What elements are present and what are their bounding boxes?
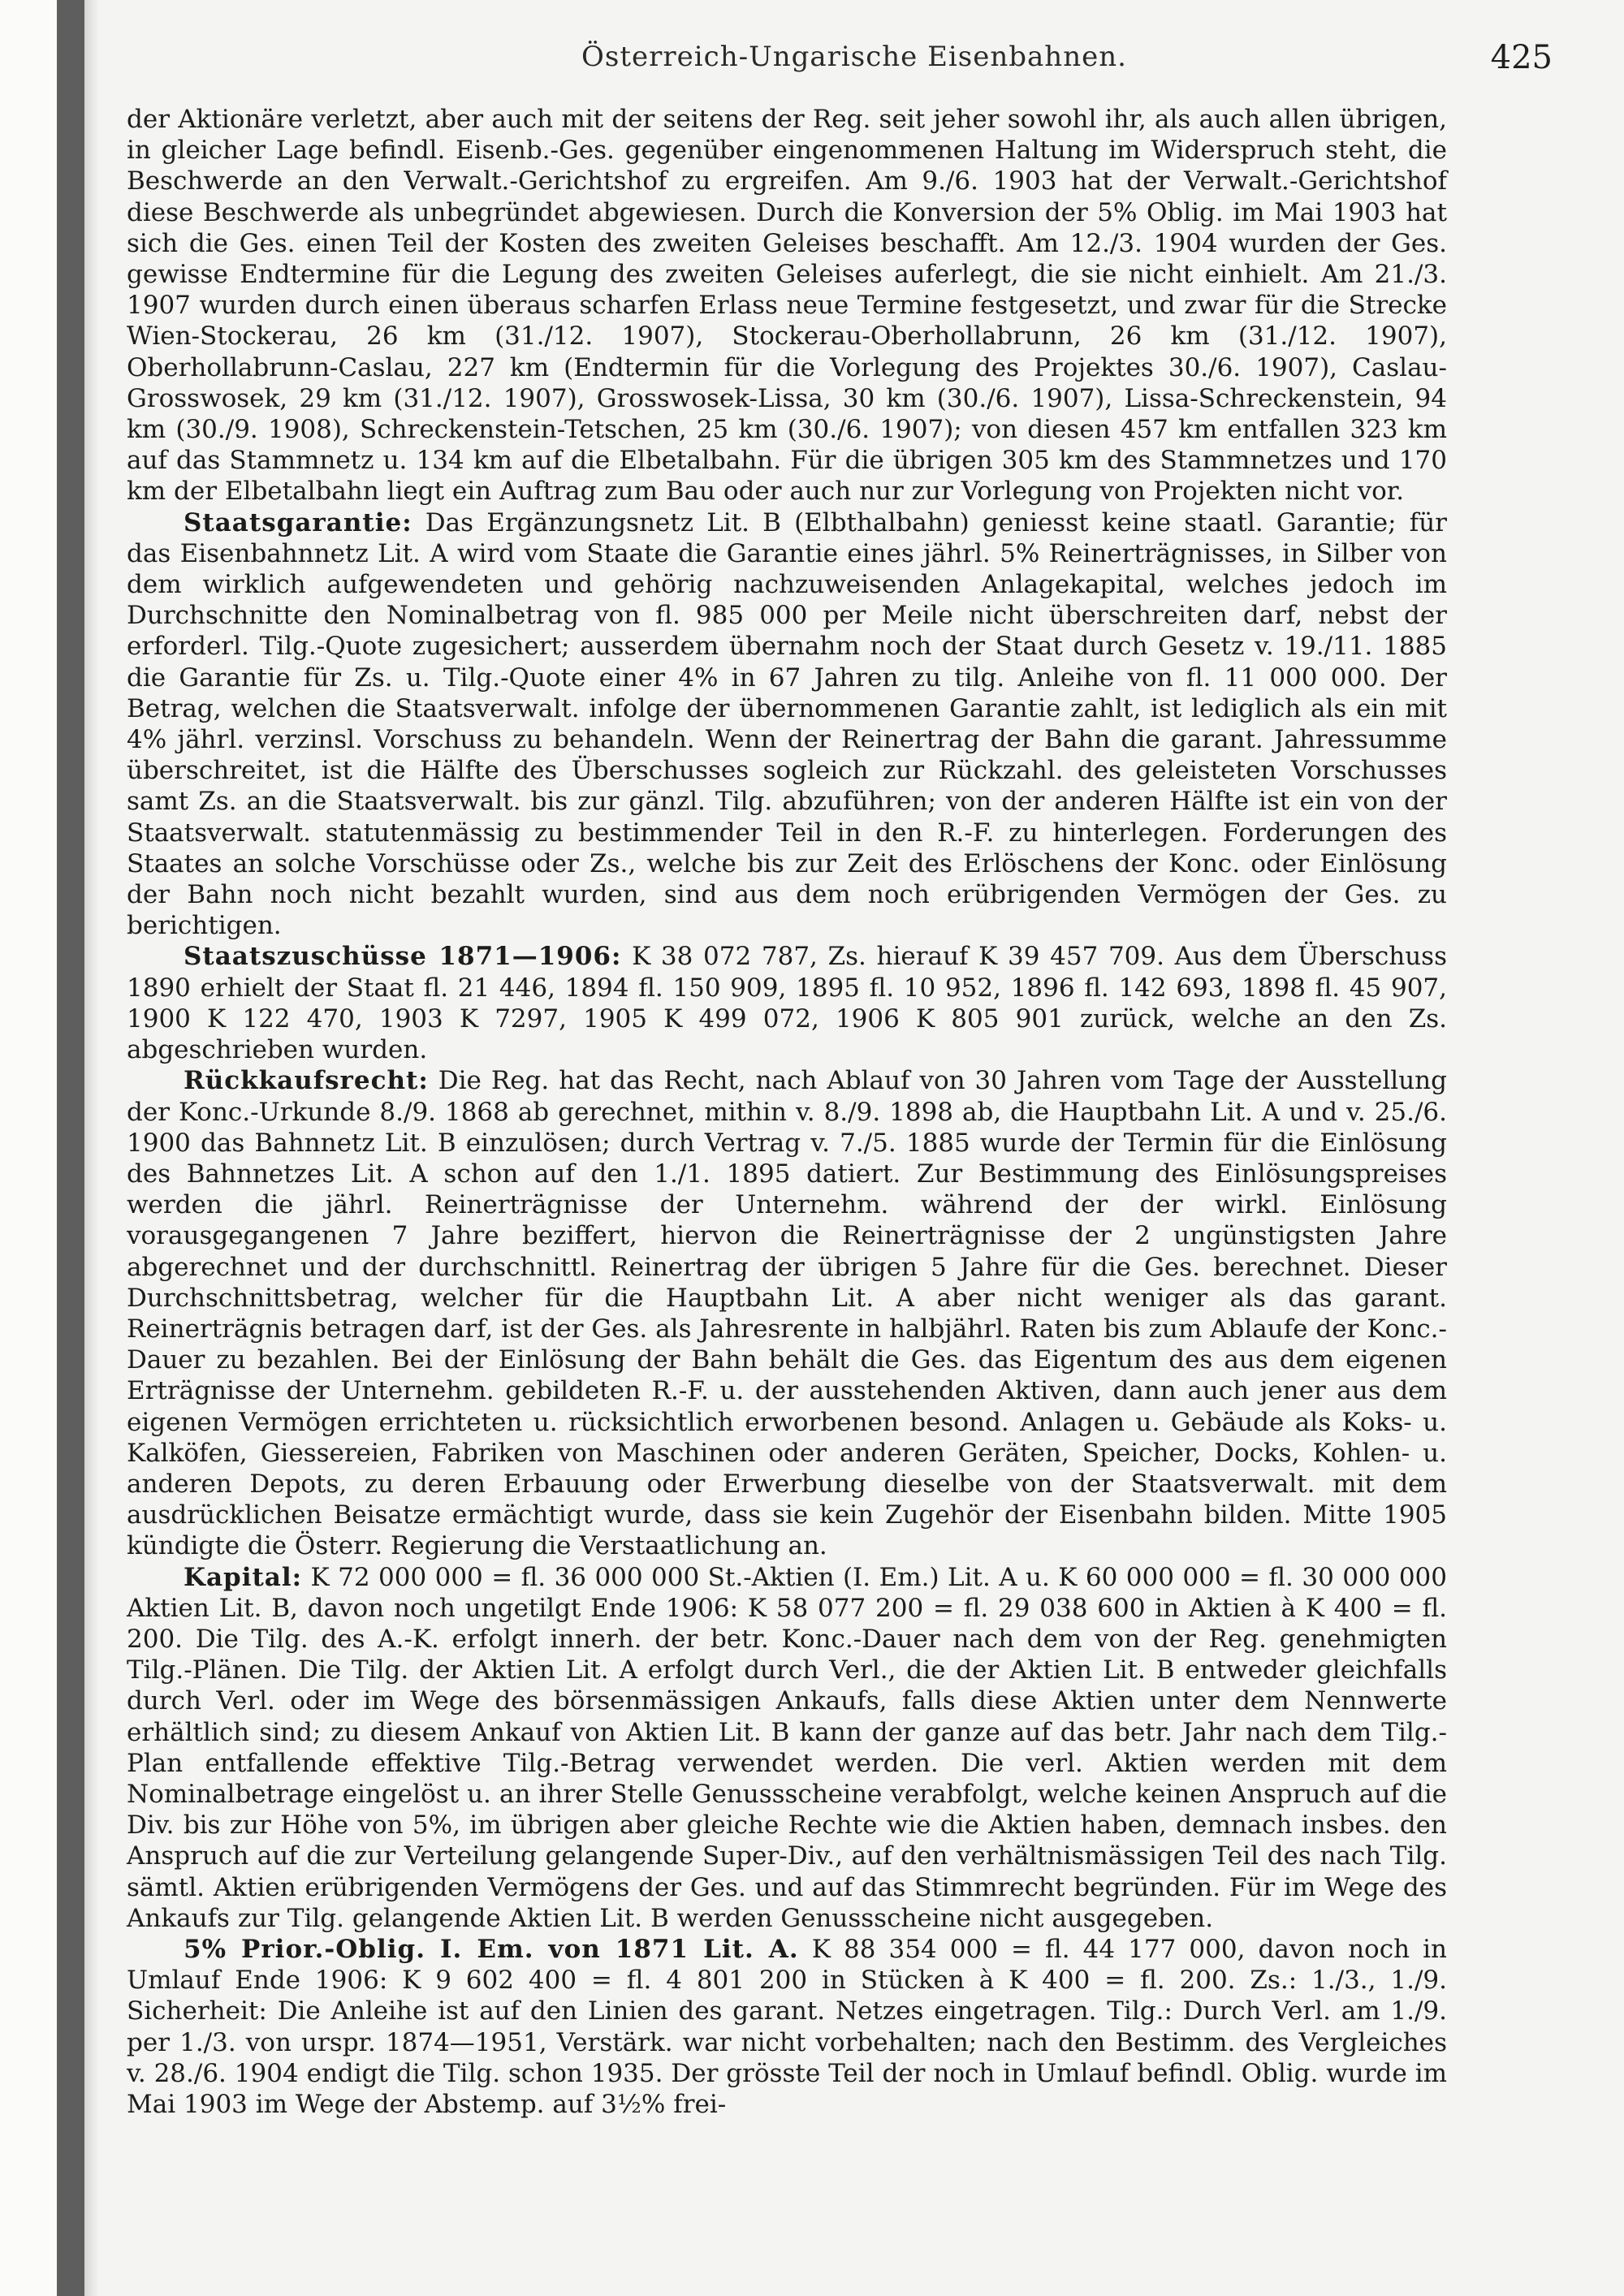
section-heading: Staatsgarantie: xyxy=(184,507,412,537)
section-text: Das Ergänzungsnetz Lit. B (Elbthalbahn) geniesst keine staatl. Garantie; für das Eisenbahnnetz Lit. A wird vom Staate die Garantie eines jährl. 5% Reinerträgnisses, in Silber von dem wirklich aufgewendeten und gehörig nachzuweisenden Anlagekapital, welches jedoch im Durchschnitte den Nominalbetrag von fl. 985 000 per Meile nicht überschreiten darf, nebst der erforderl. Tilg.-Quote zugesichert; ausserdem übernahm noch der Staat durch Gesetz v. 19./11. 1885 die Garantie für Zs. u. Tilg.-Quote einer 4% in 67 Jahren zu tilg. Anleihe von fl. 11 000 000. Der Betrag, welchen die Staatsverwalt. infolge der übernommenen Garantie zahlt, ist lediglich als ein mit 4% jährl. verzinsl. Vorschuss zu behandeln. Wenn der Reinertrag der Bahn die garant. Jahressumme überschreitet, ist die Hälfte des Überschusses sogleich zur Rückzahl. des geleisteten Vorschusses samt Zs. an die Staatsverwalt. bis zur gänzl. Tilg. abzuführen; von der anderen Hälfte ist ein von der Staatsverwalt. statutenmässig zu bestimmender Teil in den R.-F. zu hinterlegen. Forderungen des Staates an solche Vorschüsse oder Zs., welche bis zur Zeit des Erlöschens der Konc. oder Einlösung der Bahn noch nicht bezahlt wurden, sind aus dem noch erübrigenden Vermögen der Ges. zu berichtigen. xyxy=(127,507,1447,941)
section-staatsgarantie xyxy=(127,507,1447,942)
page-number: 425 xyxy=(1490,39,1553,76)
section-heading: Kapital: xyxy=(184,1562,303,1592)
section-rueckkaufsrecht xyxy=(127,1065,1447,1561)
gutter-shadow xyxy=(84,0,99,2296)
paragraph-continuation xyxy=(127,104,1447,507)
page-body xyxy=(127,104,1447,2120)
section-heading: Staatszuschüsse 1871—1906: xyxy=(184,942,622,972)
section-kapital xyxy=(127,1562,1447,1934)
running-head xyxy=(84,32,1624,81)
book-binding-edge xyxy=(57,0,84,2296)
section-heading: 5% Prior.-Oblig. I. Em. von 1871 Lit. A. xyxy=(184,1934,799,1964)
section-text: K 88 354 000 = fl. 44 177 000, davon noch in Umlauf Ende 1906: K 9 602 400 = fl. 4 801 200 in Stücken à K 400 = fl. 200. Zs.: 1./3., 1./9. Sicherheit: Die Anleihe ist auf den Linien des garant. Netzes eingetragen. Tilg.: Durch Verl. am 1./9. per 1./3. von urspr. 1874—1951, Verstärk. war nicht vorbehalten; nach den Bestimm. des Vergleiches v. 28./6. 1904 endigt die Tilg. schon 1935. Der grösste Teil der noch in Umlauf befindl. Oblig. wurde im Mai 1903 im Wege der Abstemp. auf 3½% frei- xyxy=(127,1934,1447,2119)
section-text: Die Reg. hat das Recht, nach Ablauf von 30 Jahren vom Tage der Ausstellung der Konc.-Urkunde 8./9. 1868 ab gerechnet, mithin v. 8./9. 1898 ab, die Hauptbahn Lit. A und v. 25./6. 1900 das Bahnnetz Lit. B einzulösen; durch Vertrag v. 7./5. 1885 wurde der Termin für die Einlösung des Bahnnetzes Lit. A schon auf den 1./1. 1895 datiert. Zur Bestimmung des Einlösungspreises werden die jährl. Reinerträgnisse der Unternehm. während der der wirkl. Einlösung vorausgegangenen 7 Jahre beziffert, hiervon die Reinerträgnisse der 2 ungünstigsten Jahre abgerechnet und der durchschnittl. Reinertrag der übrigen 5 Jahre für die Ges. berechnet. Dieser Durchschnittsbetrag, welcher für die Hauptbahn Lit. A aber nicht weniger als das garant. Reinerträgnis betragen darf, ist der Ges. als Jahresrente in halbjährl. Raten bis zum Ablaufe der Konc.-Dauer zu bezahlen. Bei der Einlösung der Bahn behält die Ges. das Eigentum des aus dem eigenen Erträgnisse der Unternehm. gebildeten R.-F. u. der ausstehenden Aktiven, dann auch jener aus dem eigenen Vermögen errichteten u. rücksichtlich erworbenen besond. Anlagen u. Gebäude als Koks- u. Kalköfen, Giessereien, Fabriken von Maschinen oder anderen Geräten, Speicher, Docks, Kohlen- u. anderen Depots, zu deren Erbauung oder Erwerbung dieselbe von der Staatsverwalt. mit dem ausdrücklichen Beisatze ermächtigt wurde, dass sie kein Zugehör der Eisenbahn bilden. Mitte 1905 kündigte die Österr. Regierung die Verstaatlichung an. xyxy=(127,1066,1447,1561)
scan-margin xyxy=(0,0,57,2296)
section-staatszuschuesse xyxy=(127,941,1447,1065)
section-heading: Rückkaufsrecht: xyxy=(184,1066,429,1096)
section-prior-oblig xyxy=(127,1934,1447,2120)
section-text: K 72 000 000 = fl. 36 000 000 St.-Aktien (I. Em.) Lit. A u. K 60 000 000 = fl. 30 000 000 Aktien Lit. B, davon noch ungetilgt Ende 1906: K 58 077 200 = fl. 29 038 600 in Aktien à K 400 = fl. 200. Die Tilg. des A.-K. erfolgt innerh. der betr. Konc.-Dauer nach dem von der Reg. genehmigten Tilg.-Plänen. Die Tilg. der Aktien Lit. A erfolgt durch Verl., die der Aktien Lit. B entweder gleichfalls durch Verl. oder im Wege des börsenmässigen Ankaufs, falls diese Aktien unter dem Nennwerte erhältlich sind; zu diesem Ankauf von Aktien Lit. B kann der ganze auf das betr. Jahr nach dem Tilg.-Plan entfallende effektive Tilg.-Betrag verwendet werden. Die verl. Aktien werden mit dem Nominalbetrage eingelöst u. an ihrer Stelle Genussscheine verabfolgt, welche keinen Anspruch auf die Div. bis zur Höhe von 5%, im übrigen aber gleiche Rechte wie die Aktien haben, demnach insbes. den Anspruch auf die zur Verteilung gelangende Super-Div., auf den verhältnismässigen Teil des nach Tilg. sämtl. Aktien erübrigenden Vermögens der Ges. und auf das Stimmrecht begründen. Für im Wege des Ankaufs zur Tilg. gelangende Aktien Lit. B werden Genussscheine nicht ausgegeben. xyxy=(127,1562,1447,1933)
running-head-title: Österreich-Ungarische Eisenbahnen. xyxy=(581,41,1127,73)
paragraph-text: der Aktionäre verletzt, aber auch mit der seitens der Reg. seit jeher sowohl ihr, als auch allen übrigen, in gleicher Lage befindl. Eisenb.-Ges. gegenüber eingenommenen Haltung im Widerspruch steht, die Beschwerde an den Verwalt.-Gerichtshof zu ergreifen. Am 9./6. 1903 hat der Verwalt.-Gerichtshof diese Beschwerde als unbegründet abgewiesen. Durch die Konversion der 5% Oblig. im Mai 1903 hat sich die Ges. einen Teil der Kosten des zweiten Geleises beschafft. Am 12./3. 1904 wurden der Ges. gewisse Endtermine für die Legung des zweiten Geleises auferlegt, die sie nicht einhielt. Am 21./3. 1907 wurden durch einen überaus scharfen Erlass neue Termine festgesetzt, und zwar für die Strecke Wien-Stockerau, 26 km (31./12. 1907), Stockerau-Oberhollabrunn, 26 km (31./12. 1907), Oberhollabrunn-Caslau, 227 km (Endtermin für die Vorlegung des Projektes 30./6. 1907), Caslau-Grosswosek, 29 km (31./12. 1907), Grosswosek-Lissa, 30 km (30./6. 1907), Lissa-Schreckenstein, 94 km (30./9. 1908), Schreckenstein-Tetschen, 25 km (30./6. 1907); von diesen 457 km entfallen 323 km auf das Stammnetz u. 134 km auf die Elbetalbahn. Für die übrigen 305 km des Stammnetzes und 170 km der Elbetalbahn liegt ein Auftrag zum Bau oder auch nur zur Vorlegung von Projekten nicht vor. xyxy=(127,105,1447,507)
section-text: K 38 072 787, Zs. hierauf K 39 457 709. Aus dem Überschuss 1890 erhielt der Staat fl. 21 446, 1894 fl. 150 909, 1895 fl. 10 952, 1896 fl. 142 693, 1898 fl. 45 907, 1900 K 122 470, 1903 K 7297, 1905 K 499 072, 1906 K 805 901 zurück, welche an den Zs. abgeschrieben wurden. xyxy=(127,942,1447,1065)
